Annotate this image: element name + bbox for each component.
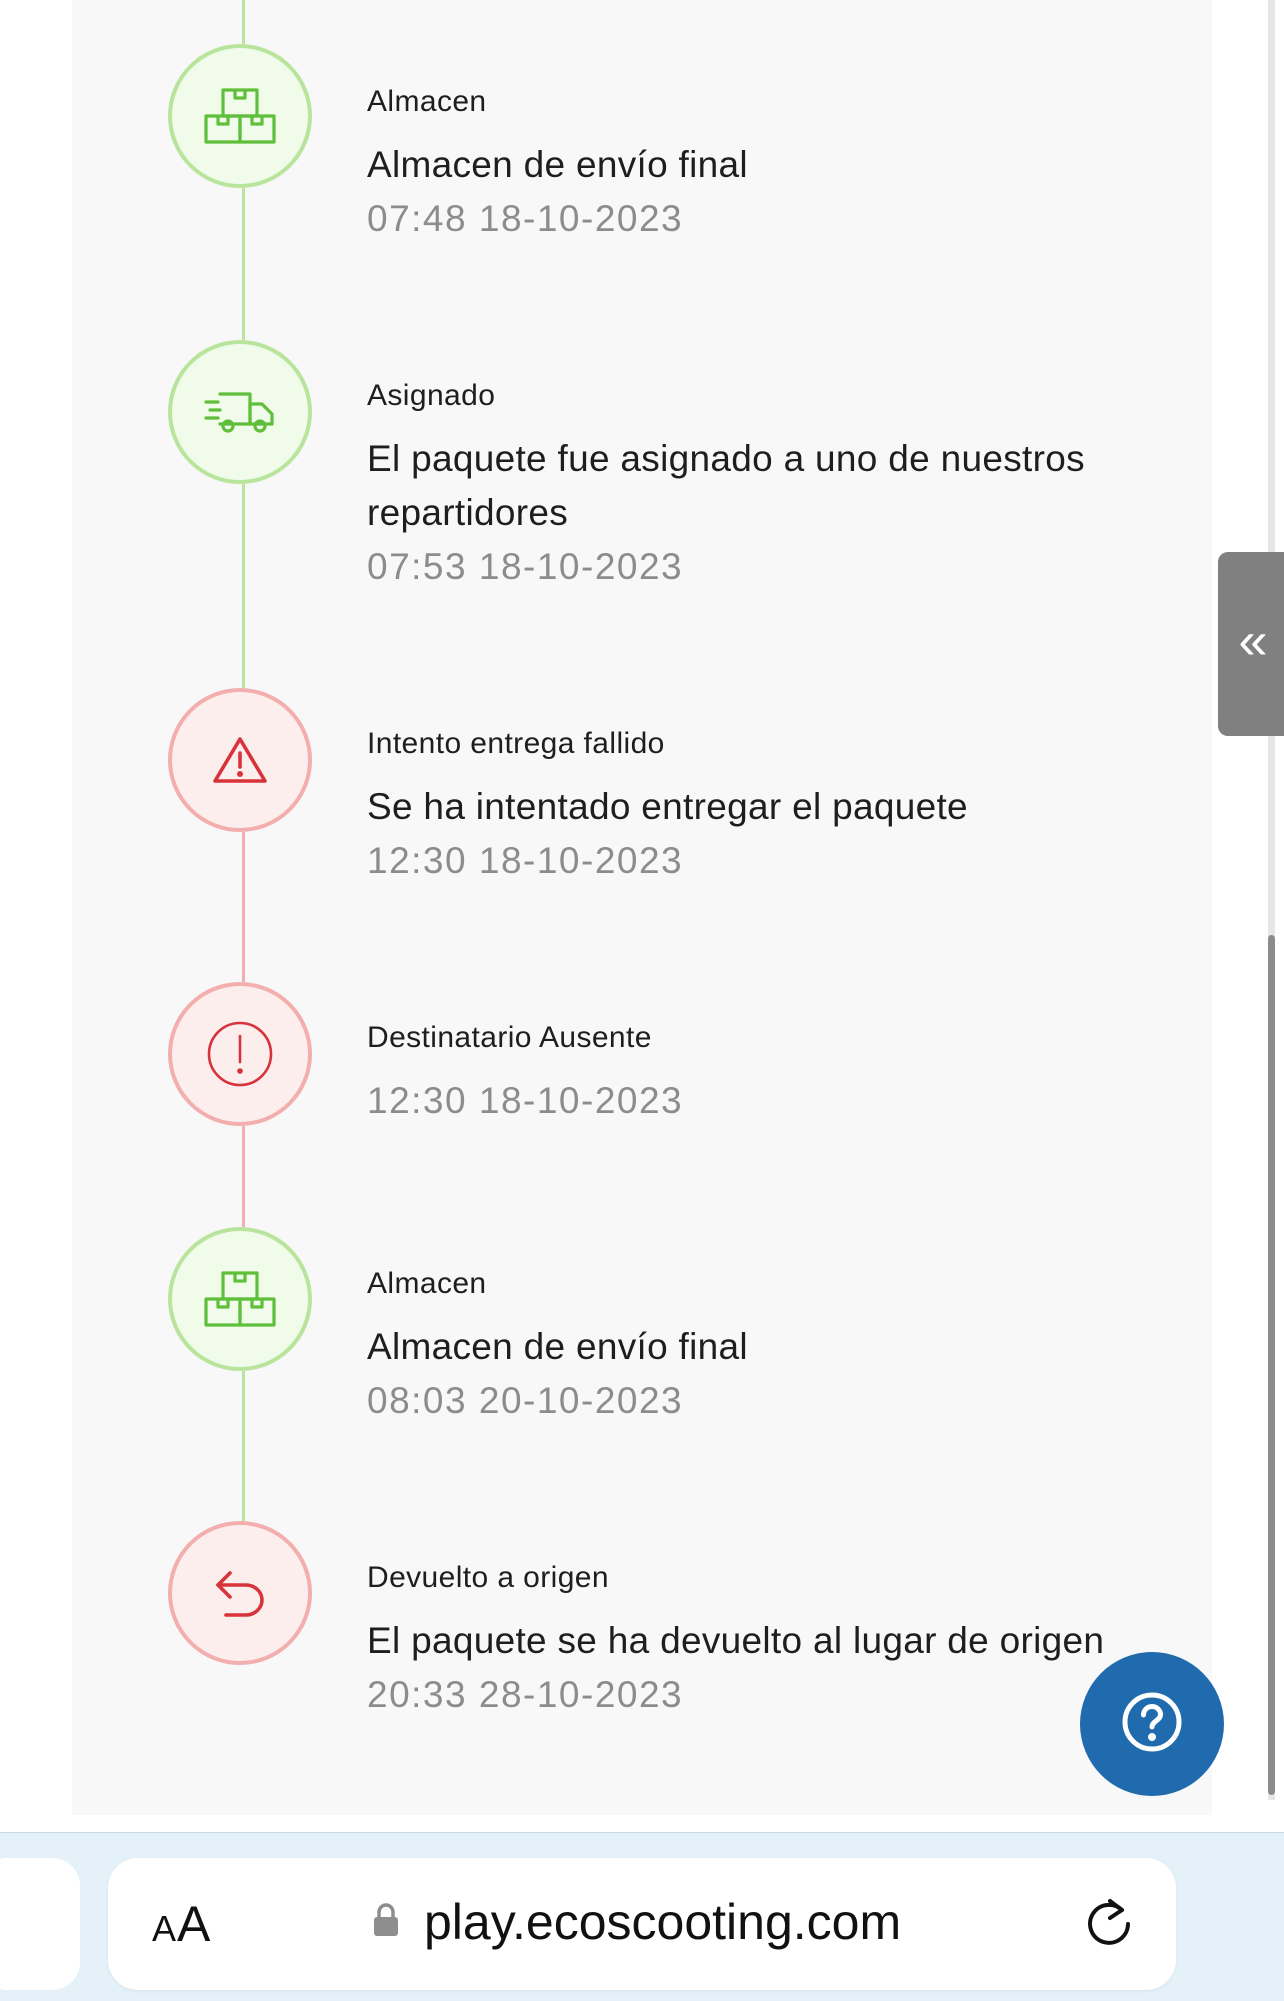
timeline-connector bbox=[242, 484, 245, 688]
url-text[interactable]: play.ecoscooting.com bbox=[424, 1894, 902, 1950]
timeline-connector bbox=[242, 188, 245, 340]
double-chevron-left-icon: « bbox=[1238, 612, 1268, 670]
text-size-large-label: A bbox=[177, 1896, 212, 1952]
timeline-node bbox=[168, 688, 312, 832]
event-status: Almacen bbox=[367, 1267, 487, 1300]
timeline-entry bbox=[367, 726, 1147, 888]
timeline-node bbox=[168, 340, 312, 484]
event-time: 12:30 18-10-2023 bbox=[367, 840, 684, 881]
timeline-entry bbox=[367, 84, 1147, 246]
timeline-entry bbox=[367, 1266, 1147, 1428]
timeline-connector bbox=[242, 1126, 245, 1227]
text-size-small-label: A bbox=[152, 1908, 178, 1949]
timeline-node bbox=[168, 1227, 312, 1371]
warehouse-boxes-icon bbox=[204, 86, 276, 146]
alert-circle-icon bbox=[206, 1020, 274, 1088]
event-status: Almacen bbox=[367, 85, 487, 118]
text-size-button[interactable] bbox=[152, 1896, 211, 1957]
event-status: Destinatario Ausente bbox=[367, 1021, 652, 1054]
timeline-entry bbox=[367, 1560, 1147, 1722]
event-description: El paquete fue asignado a uno de nuestros repartidores bbox=[367, 438, 1085, 533]
event-status: Devuelto a origen bbox=[367, 1561, 609, 1594]
timeline-entry bbox=[367, 1020, 1147, 1128]
event-time: 20:33 28-10-2023 bbox=[367, 1674, 684, 1715]
warehouse-boxes-icon bbox=[204, 1269, 276, 1329]
previous-tab-card[interactable] bbox=[0, 1858, 80, 1990]
help-button[interactable] bbox=[1080, 1652, 1224, 1796]
event-time: 07:53 18-10-2023 bbox=[367, 546, 684, 587]
timeline-node bbox=[168, 44, 312, 188]
return-arrow-icon bbox=[212, 1567, 268, 1619]
timeline-node bbox=[168, 1521, 312, 1665]
timeline-connector bbox=[242, 1371, 245, 1521]
event-status: Intento entrega fallido bbox=[367, 727, 665, 760]
timeline-entry bbox=[367, 378, 1147, 594]
lock-icon bbox=[372, 1902, 400, 1943]
timeline-node bbox=[168, 982, 312, 1126]
event-description: Almacen de envío final bbox=[367, 144, 748, 185]
timeline-connector bbox=[242, 832, 245, 982]
browser-toolbar bbox=[0, 1832, 1284, 2001]
warning-triangle-icon bbox=[212, 735, 268, 785]
reload-icon[interactable] bbox=[1082, 1896, 1134, 1953]
event-time: 08:03 20-10-2023 bbox=[367, 1380, 684, 1421]
event-description: El paquete se ha devuelto al lugar de origen bbox=[367, 1620, 1105, 1661]
event-time: 12:30 18-10-2023 bbox=[367, 1080, 684, 1121]
side-panel-toggle[interactable] bbox=[1218, 552, 1284, 736]
delivery-truck-icon bbox=[204, 388, 276, 436]
event-description: Se ha intentado entregar el paquete bbox=[367, 786, 968, 827]
event-description: Almacen de envío final bbox=[367, 1326, 748, 1367]
event-time: 07:48 18-10-2023 bbox=[367, 198, 684, 239]
event-status: Asignado bbox=[367, 379, 496, 412]
question-circle-icon bbox=[1121, 1691, 1183, 1758]
address-bar[interactable] bbox=[108, 1858, 1176, 1990]
timeline-connector bbox=[242, 0, 245, 44]
